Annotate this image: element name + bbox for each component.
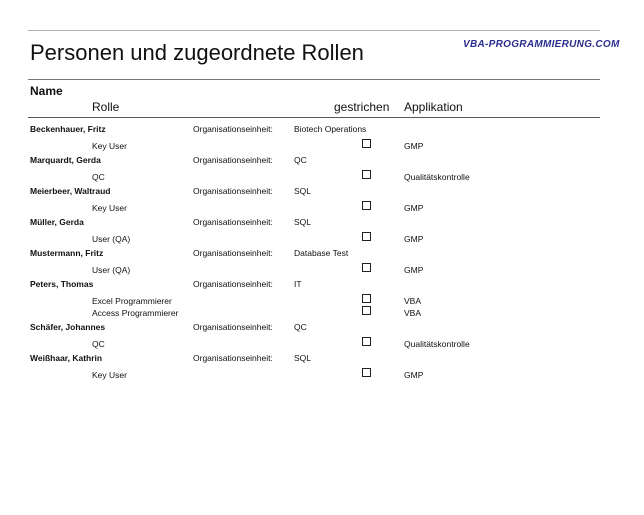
gestrichen-checkbox[interactable] bbox=[362, 201, 371, 210]
gestrichen-checkbox[interactable] bbox=[362, 306, 371, 315]
org-label: Organisationseinheit: bbox=[193, 155, 273, 165]
role-name: Key User bbox=[92, 370, 127, 380]
role-name: User (QA) bbox=[92, 234, 131, 244]
person-name: Peters, Thomas bbox=[30, 279, 94, 289]
app-name: GMP bbox=[404, 370, 424, 380]
person-name: Marquardt, Gerda bbox=[30, 155, 101, 165]
header-rolle: Rolle bbox=[92, 100, 120, 114]
person-name: Mustermann, Fritz bbox=[30, 248, 104, 258]
person-name: Beckenhauer, Fritz bbox=[30, 124, 106, 134]
org-label: Organisationseinheit: bbox=[193, 279, 273, 289]
org-value: SQL bbox=[294, 353, 312, 363]
role-name: Key User bbox=[92, 141, 127, 151]
role-name: QC bbox=[92, 339, 105, 349]
org-label: Organisationseinheit: bbox=[193, 217, 273, 227]
role-name: Excel Programmierer bbox=[92, 296, 172, 306]
org-label: Organisationseinheit: bbox=[193, 124, 273, 134]
org-value: SQL bbox=[294, 217, 312, 227]
gestrichen-checkbox[interactable] bbox=[362, 368, 371, 377]
header-name: Name bbox=[30, 84, 63, 98]
app-name: Qualitätskontrolle bbox=[404, 172, 470, 182]
role-name: User (QA) bbox=[92, 265, 131, 275]
header-rule bbox=[28, 117, 600, 118]
gestrichen-checkbox[interactable] bbox=[362, 232, 371, 241]
gestrichen-checkbox[interactable] bbox=[362, 263, 371, 272]
header-applikation: Applikation bbox=[404, 100, 463, 114]
gestrichen-checkbox[interactable] bbox=[362, 337, 371, 346]
role-name: Access Programmierer bbox=[92, 308, 179, 318]
app-name: GMP bbox=[404, 203, 424, 213]
top-rule bbox=[28, 30, 600, 31]
brand-logo-text: VBA-PROGRAMMIERUNG.COM bbox=[463, 39, 620, 50]
header-gestrichen: gestrichen bbox=[334, 100, 390, 114]
app-name: VBA bbox=[404, 296, 422, 306]
app-name: GMP bbox=[404, 234, 424, 244]
app-name: VBA bbox=[404, 308, 422, 318]
report-title: Personen und zugeordnete Rollen bbox=[30, 40, 364, 65]
org-value: IT bbox=[294, 279, 302, 289]
person-name: Schäfer, Johannes bbox=[30, 322, 106, 332]
org-label: Organisationseinheit: bbox=[193, 322, 273, 332]
app-name: GMP bbox=[404, 265, 424, 275]
person-name: Müller, Gerda bbox=[30, 217, 84, 227]
person-name: Weißhaar, Kathrin bbox=[30, 353, 103, 363]
gestrichen-checkbox[interactable] bbox=[362, 139, 371, 148]
role-name: QC bbox=[92, 172, 105, 182]
org-value: QC bbox=[294, 322, 307, 332]
gestrichen-checkbox[interactable] bbox=[362, 294, 371, 303]
app-name: GMP bbox=[404, 141, 424, 151]
org-value: QC bbox=[294, 155, 307, 165]
gestrichen-checkbox[interactable] bbox=[362, 170, 371, 179]
person-name: Meierbeer, Waltraud bbox=[30, 186, 111, 196]
role-name: Key User bbox=[92, 203, 127, 213]
org-value: Biotech Operations bbox=[294, 124, 367, 134]
org-value: Database Test bbox=[294, 248, 349, 258]
title-rule bbox=[28, 79, 600, 80]
org-label: Organisationseinheit: bbox=[193, 353, 273, 363]
app-name: Qualitätskontrolle bbox=[404, 339, 470, 349]
org-label: Organisationseinheit: bbox=[193, 248, 273, 258]
org-label: Organisationseinheit: bbox=[193, 186, 273, 196]
org-value: SQL bbox=[294, 186, 312, 196]
